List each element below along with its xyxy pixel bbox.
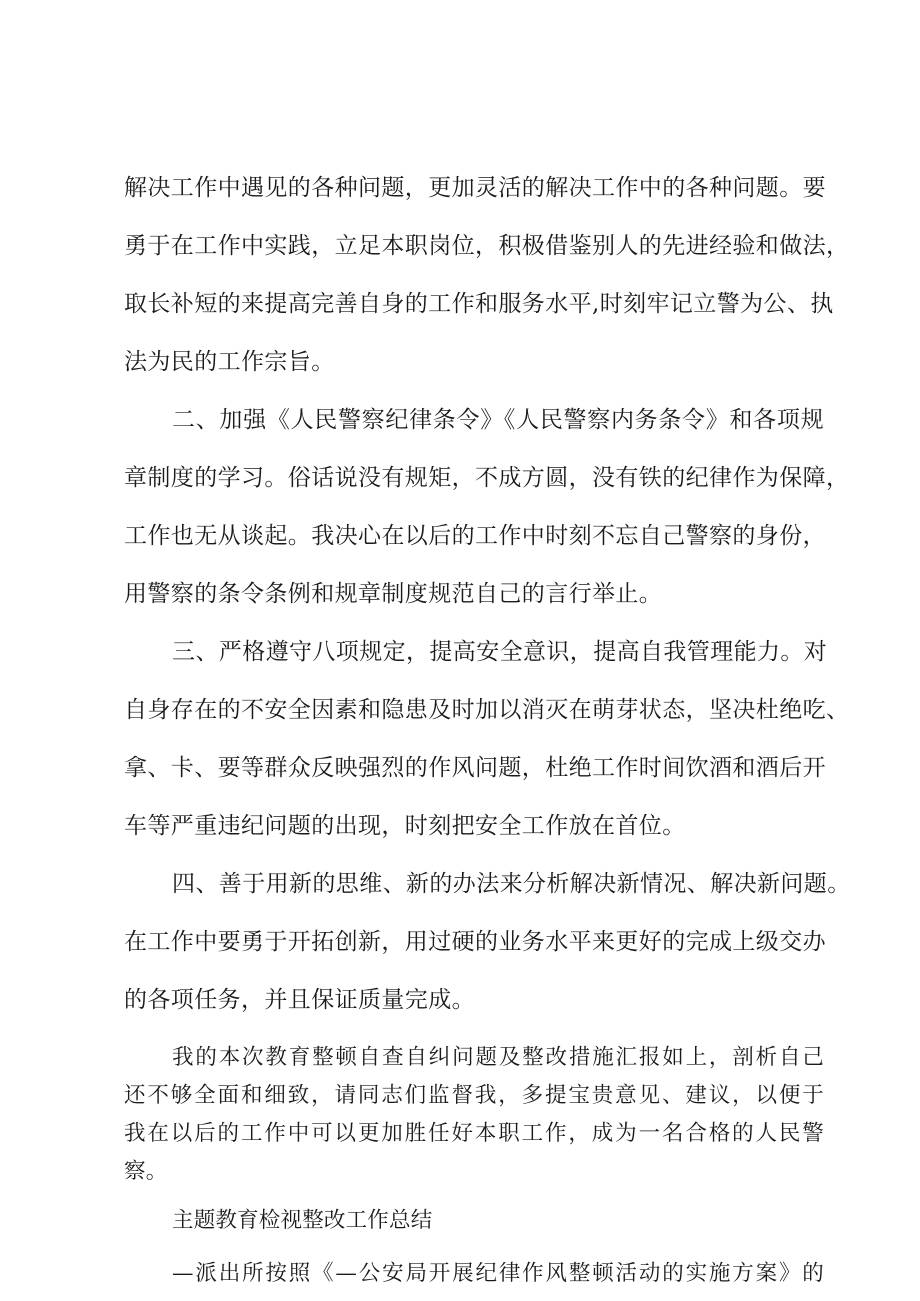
- paragraph-3-line-2: 自身存在的不安全因素和隐患及时加以消灭在萌芽状态，坚决杜绝吃、: [124, 697, 850, 723]
- paragraph-1-line-4: 法为民的工作宗旨。: [124, 349, 335, 375]
- paragraph-2-line-3: 工作也无从谈起。我决心在以后的工作中时刻不忘自己警察的身份，: [124, 523, 826, 549]
- paragraph-4-line-2: 在工作中要勇于开拓创新，用过硬的业务水平来更好的完成上级交办: [124, 929, 826, 955]
- paragraph-5-line-2: 还不够全面和细致，请同志们监督我，多提宝贵意见、建议，以便于: [124, 1083, 824, 1108]
- paragraph-5-line-3: 我在以后的工作中可以更加胜任好本职工作，成为一名合格的人民警: [124, 1121, 824, 1146]
- section-heading: 主题教育检视整改工作总结: [172, 1208, 433, 1233]
- paragraph-1-line-2: 勇于在工作中实践，立足本职岗位，积极借鉴别人的先进经验和做法，: [124, 233, 850, 259]
- paragraph-2-line-2: 章制度的学习。俗话说没有规矩，不成方圆，没有铁的纪律作为保障，: [124, 465, 850, 491]
- paragraph-3-line-4: 车等严重违纪问题的出现，时刻把安全工作放在首位。: [124, 813, 686, 839]
- paragraph-3-line-3: 拿、卡、要等群众反映强烈的作风问题，杜绝工作时间饮酒和酒后开: [124, 755, 826, 781]
- paragraph-1-line-1: 解决工作中遇见的各种问题，更加灵活的解决工作中的各种问题。要: [124, 175, 826, 201]
- paragraph-2-line-4: 用警察的条令条例和规章制度规范自己的言行举止。: [124, 581, 663, 607]
- paragraph-1-line-3: 取长补短的来提高完善自身的工作和服务水平,时刻牢记立警为公、执: [124, 291, 834, 317]
- paragraph-5-line-1: 我的本次教育整顿自查自纠问题及整改措施汇报如上，剖析自己: [172, 1045, 824, 1070]
- paragraph-4-line-3: 的各项任务，并且保证质量完成。: [124, 987, 475, 1013]
- paragraph-7-line-1: —派出所按照《—公安局开展纪律作风整顿活动的实施方案》的: [172, 1261, 824, 1286]
- paragraph-4-line-1: 四、善于用新的思维、新的办法来分析解决新情况、解决新问题。: [172, 871, 851, 897]
- paragraph-2-line-1: 二、加强《人民警察纪律条令》《人民警察内务条令》和各项规: [172, 407, 824, 433]
- paragraph-5-line-4: 察。: [124, 1159, 168, 1184]
- paragraph-3-line-1: 三、严格遵守八项规定，提高安全意识，提高自我管理能力。对: [172, 639, 828, 665]
